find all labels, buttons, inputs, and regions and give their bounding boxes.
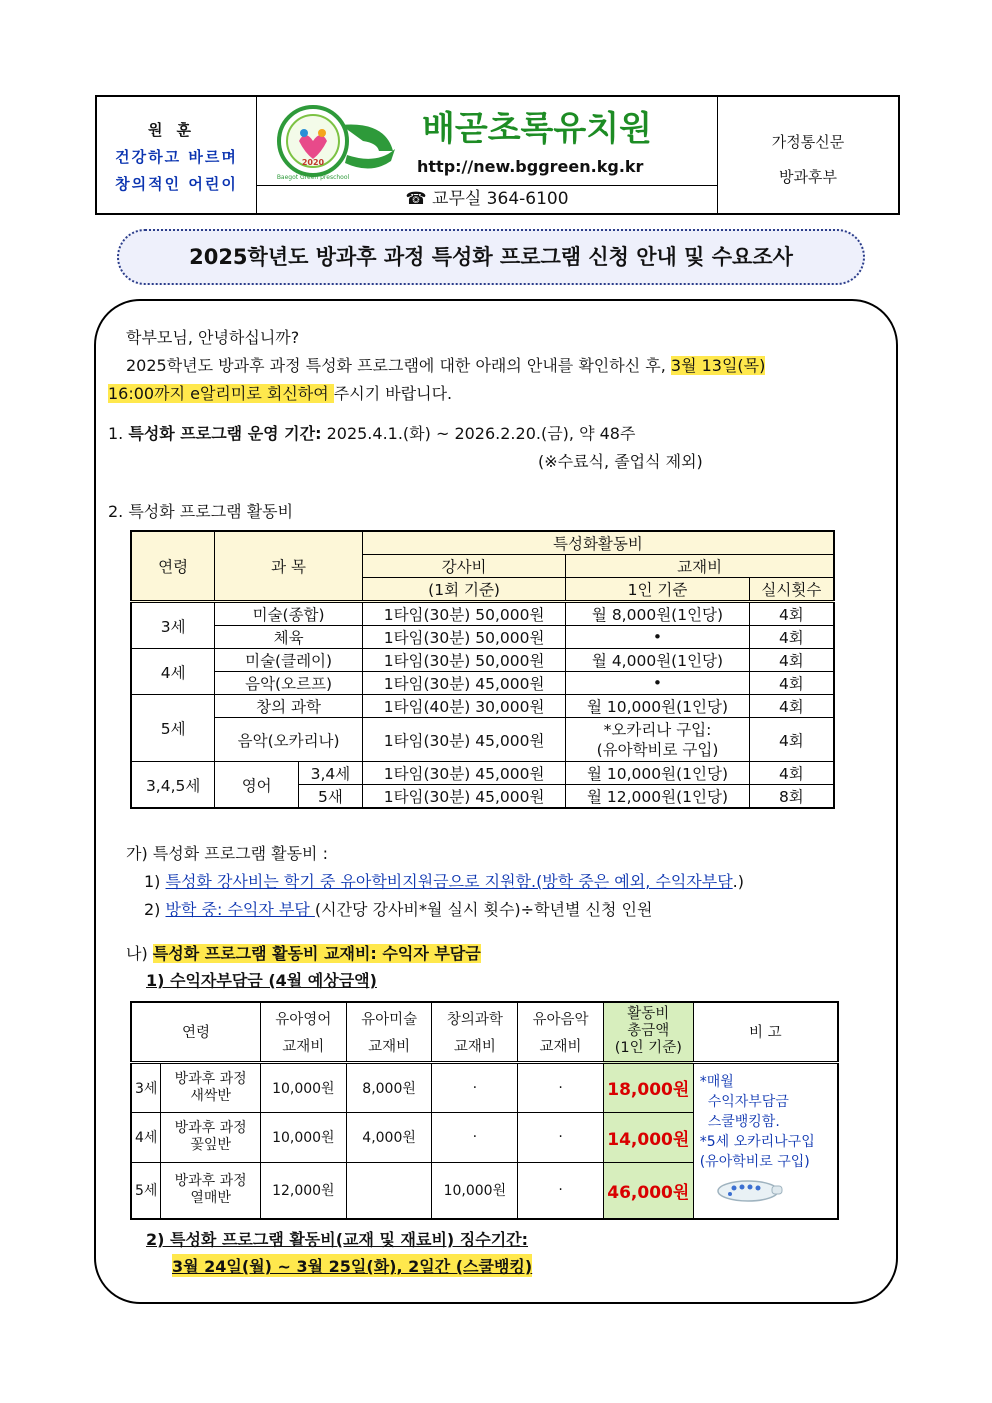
table-row: [131, 672, 834, 695]
parent-cost-table: [130, 1001, 839, 1220]
material-cell: 월 10,000원(1인당): [566, 762, 749, 785]
deadline-date: 3월 13일(목): [670, 356, 766, 375]
count-cell: 4회: [749, 695, 834, 718]
lecture-cell: 1타임(30분) 50,000원: [362, 602, 565, 626]
subject-cell: 창의 과학: [215, 695, 363, 718]
header-total: [603, 1002, 693, 1062]
header-age: 연령: [131, 1002, 260, 1062]
sub-a-item-2-rest: (시간당 강사비*월 실시 횟수)÷학년별 신청 인원: [314, 900, 653, 919]
header-english-1: 유아영어: [275, 1011, 332, 1028]
count-cell: 4회: [749, 602, 834, 626]
science-cost: ·: [432, 1062, 518, 1112]
table-row: [131, 602, 834, 626]
material-note-1: *오카리나 구입:: [603, 720, 712, 739]
subject-cell: 음악(오르프): [215, 672, 363, 695]
age-cell: 5세: [131, 1162, 161, 1218]
age-cell: 3세: [131, 1062, 161, 1112]
count-cell: 4회: [749, 762, 834, 785]
sub-a-item-2: [144, 897, 652, 920]
header-art: [346, 1002, 432, 1062]
header-total-2: 총금액: [627, 1023, 670, 1040]
logo-year: 2020: [301, 158, 325, 167]
sub-age-cell: 3,4세: [299, 762, 363, 785]
office-phone: ☎ 교무실 364-6100: [257, 185, 717, 214]
school-name: 배곧초록유치원: [422, 109, 652, 149]
total-cost: 46,000원: [603, 1162, 693, 1218]
school-info-box: [257, 97, 718, 213]
class-type: 방과후 과정: [174, 1120, 247, 1137]
material-cell: •: [566, 626, 749, 649]
subject-cell: 미술(종합): [215, 602, 363, 626]
header-lecture-basis: (1회 기준): [362, 578, 565, 602]
header-music: [518, 1002, 604, 1062]
total-cost: 18,000원: [603, 1062, 693, 1112]
age-cell: 3세: [131, 602, 215, 649]
table-row: [131, 762, 834, 785]
class-cell: [161, 1112, 261, 1162]
subject-cell: 영어: [215, 762, 299, 809]
intro-line-2: [108, 381, 452, 404]
document-category-box: [718, 97, 898, 213]
header-fee: 특성화활동비: [362, 531, 834, 555]
table-row: [131, 626, 834, 649]
motto-box: [97, 97, 257, 213]
header-per-person: 1인 기준: [566, 578, 749, 602]
sub-a-item-2-text: 방학 중: 수익자 부담: [165, 900, 315, 919]
intro-line-1-text: 2025학년도 방과후 과정 특성화 프로그램에 대한 아래의 안내를 확인하신 후,: [126, 356, 671, 375]
section-1-note: (※수료식, 졸업식 제외): [538, 452, 703, 471]
lecture-cell: 1타임(40분) 30,000원: [362, 695, 565, 718]
section-1-label: 특성화 프로그램 운영 기간:: [128, 424, 322, 443]
sub-a-item-1-end: .): [732, 872, 744, 891]
music-cost: ·: [518, 1162, 604, 1218]
age-cell: 4세: [131, 649, 215, 695]
header-total-1: 활동비: [627, 1006, 670, 1023]
ocarina-icon: [714, 1176, 784, 1204]
table-row: [131, 695, 834, 718]
table-row: [131, 531, 834, 555]
motto-line-1: 건강하고 바르며: [115, 148, 238, 166]
material-cell: •: [566, 672, 749, 695]
header-count: 실시횟수: [749, 578, 834, 602]
sub-a-item-1: [144, 869, 744, 892]
school-url[interactable]: http://new.bggreen.kg.kr: [417, 157, 644, 176]
lecture-cell: 1타임(30분) 50,000원: [362, 626, 565, 649]
lecture-cell: 1타임(30분) 45,000원: [362, 785, 565, 809]
header-material: 교재비: [566, 555, 834, 578]
art-cost: 8,000원: [346, 1062, 432, 1112]
class-type: 방과후 과정: [174, 1070, 247, 1087]
intro-line-1: [126, 353, 765, 376]
sub-b-num: 나): [126, 944, 153, 963]
count-cell: 4회: [749, 718, 834, 762]
count-cell: 4회: [749, 649, 834, 672]
lecture-cell: 1타임(30분) 45,000원: [362, 718, 565, 762]
note-line-4: *5세 오카리나구입: [699, 1133, 815, 1150]
department-name: 방과후부: [779, 168, 837, 186]
table-row: [131, 1002, 838, 1062]
material-cell: 월 8,000원(1인당): [566, 602, 749, 626]
age-cell: 5세: [131, 695, 215, 762]
lecture-cell: 1타임(30분) 45,000원: [362, 762, 565, 785]
class-cell: [161, 1062, 261, 1112]
count-cell: 8회: [749, 785, 834, 809]
document-title: 2025학년도 방과후 과정 특성화 프로그램 신청 안내 및 수요조사: [117, 229, 865, 285]
document-category: 가정통신문: [771, 133, 845, 151]
music-cost: ·: [518, 1062, 604, 1112]
music-cost: ·: [518, 1112, 604, 1162]
table-row: [131, 649, 834, 672]
material-note-2: (유아학비로 구입): [596, 740, 719, 759]
header-science-2: 교재비: [453, 1038, 496, 1055]
header-english: [260, 1002, 346, 1062]
sub-a-item-1-text: 특성화 강사비는 학기 중 유아학비지원금으로 지원함.(방학 중은 예외, 수익자부담: [165, 872, 733, 891]
header-art-1: 유아미술: [361, 1011, 418, 1028]
sub-b-item-2: 2) 특성화 프로그램 활동비(교재 및 재료비) 징수기간:: [146, 1230, 529, 1249]
program-fee-table: [130, 530, 835, 809]
sub-a-heading: 가) 특성화 프로그램 활동비 :: [126, 844, 328, 863]
header-english-2: 교재비: [282, 1038, 325, 1055]
count-cell: 4회: [749, 672, 834, 695]
note-line-1: *매월: [699, 1073, 734, 1090]
note-line-5: (유아학비로 구입): [699, 1153, 810, 1170]
header-music-1: 유아음악: [532, 1011, 589, 1028]
header-science-1: 창의과학: [446, 1011, 503, 1028]
subject-cell: 미술(클레이): [215, 649, 363, 672]
english-cost: 10,000원: [260, 1062, 346, 1112]
intro-line-2-text: 주시기 바랍니다.: [333, 384, 453, 403]
material-cell: 월 10,000원(1인당): [566, 695, 749, 718]
header-music-2: 교재비: [539, 1038, 582, 1055]
science-cost: ·: [432, 1112, 518, 1162]
school-logo-icon: [271, 103, 401, 181]
section-2-heading: 2. 특성화 프로그램 활동비: [108, 502, 294, 521]
lecture-cell: 1타임(30분) 45,000원: [362, 672, 565, 695]
collection-period: 3월 24일(월) ~ 3월 25일(화), 2일간 (스쿨뱅킹): [172, 1254, 532, 1277]
sub-b-title: 특성화 프로그램 활동비 교재비: 수익자 부담금: [152, 944, 481, 963]
section-1-dates: 2025.4.1.(화) ~ 2026.2.20.(금), 약 48주: [321, 424, 636, 443]
note-cell: [693, 1062, 838, 1219]
header-science: [432, 1002, 518, 1062]
class-cell: [161, 1162, 261, 1218]
header-note: 비 고: [693, 1002, 838, 1062]
material-cell: 월 4,000원(1인당): [566, 649, 749, 672]
class-name: 열매반: [190, 1190, 231, 1207]
section-1-num: 1.: [108, 424, 129, 443]
sub-b-item-1: 1) 수익자부담금 (4월 예상금액): [146, 971, 377, 990]
greeting: 학부모님, 안녕하십니까?: [126, 328, 300, 347]
english-cost: 10,000원: [260, 1112, 346, 1162]
note-line-3: 스쿨뱅킹함.: [707, 1113, 780, 1130]
art-cost: [346, 1162, 432, 1218]
material-cell: 월 12,000원(1인당): [566, 785, 749, 809]
table-row: [131, 718, 834, 762]
age-cell: 3,4,5세: [131, 762, 215, 809]
sub-b-heading: [126, 941, 481, 964]
material-cell: [566, 718, 749, 762]
class-name: 새싹반: [190, 1087, 231, 1104]
logo-caption: Baegot Green preschool: [276, 174, 350, 181]
sub-a-item-1-num: 1): [144, 872, 166, 891]
motto-line-2: 창의적인 어린이: [115, 175, 238, 193]
art-cost: 4,000원: [346, 1112, 432, 1162]
sub-a-item-2-num: 2): [144, 900, 166, 919]
header-age: 연령: [131, 531, 215, 602]
subject-cell: 체육: [215, 626, 363, 649]
english-cost: 12,000원: [260, 1162, 346, 1218]
lecture-cell: 1타임(30분) 50,000원: [362, 649, 565, 672]
table-row: [131, 1062, 838, 1112]
motto-title: 원훈: [148, 121, 205, 139]
letterhead: [95, 95, 900, 215]
header-subject: 과 목: [215, 531, 363, 602]
section-1-period: [108, 421, 635, 444]
header-lecture: 강사비: [362, 555, 565, 578]
count-cell: 4회: [749, 626, 834, 649]
total-cost: 14,000원: [603, 1112, 693, 1162]
deadline-time: 16:00까지 e알리미로 회신하여: [108, 384, 334, 403]
header-total-3: (1인 기준): [614, 1040, 682, 1057]
class-name: 꽃잎반: [190, 1137, 231, 1154]
note-line-2: 수익자부담금: [707, 1093, 789, 1110]
age-cell: 4세: [131, 1112, 161, 1162]
header-art-2: 교재비: [368, 1038, 411, 1055]
sub-age-cell: 5새: [299, 785, 363, 809]
class-type: 방과후 과정: [174, 1173, 247, 1190]
subject-cell: 음악(오카리나): [215, 718, 363, 762]
science-cost: 10,000원: [432, 1162, 518, 1218]
